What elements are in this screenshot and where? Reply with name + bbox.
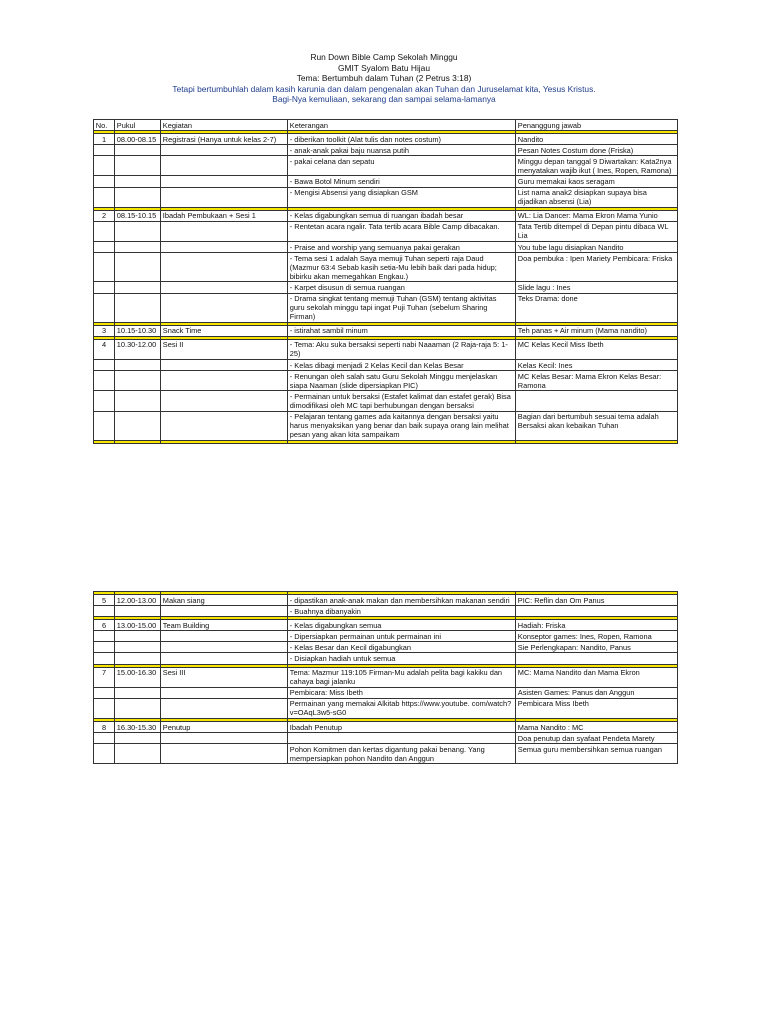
- col-header-no: No.: [94, 120, 115, 131]
- row-number-empty: [94, 293, 115, 322]
- row-time-empty: [115, 282, 161, 293]
- row-number-empty: [94, 221, 115, 241]
- row-penanggung-jawab: Teh panas + Air minum (Mama nandito): [516, 325, 678, 336]
- row-penanggung-jawab: Asisten Games: Panus dan Anggun: [516, 687, 678, 698]
- row-keterangan: - diberikan toolkit (Alat tulis dan notes costum): [288, 134, 516, 145]
- row-number-empty: [94, 744, 115, 764]
- row-time-empty: [115, 606, 161, 617]
- row-time-empty: [115, 687, 161, 698]
- table-row: [94, 653, 678, 664]
- table-row: [94, 187, 678, 207]
- row-penanggung-jawab: Kelas Kecil: Ines: [516, 360, 678, 371]
- row-number-empty: [94, 187, 115, 207]
- row-time-empty: [115, 360, 161, 371]
- row-time: 08.00-08.15: [115, 134, 161, 145]
- row-activity-empty: [161, 411, 288, 440]
- row-keterangan: - Kelas dibagi menjadi 2 Kelas Kecil dan Kelas Besar: [288, 360, 516, 371]
- table-row: [94, 722, 678, 733]
- row-penanggung-jawab: MC: Mama Nandito dan Mama Ekron: [516, 667, 678, 687]
- doc-theme: Tema: Bertumbuh dalam Tuhan (2 Petrus 3:18): [296, 73, 472, 84]
- row-time-empty: [115, 391, 161, 411]
- row-activity-empty: [161, 293, 288, 322]
- row-number-empty: [94, 687, 115, 698]
- row-penanggung-jawab: You tube lagu disiapkan Nandito: [516, 242, 678, 253]
- table-row: [94, 293, 678, 322]
- row-activity-empty: [161, 242, 288, 253]
- row-penanggung-jawab: WL: Lia Dancer: Mama Ekron Mama Yunio: [516, 210, 678, 221]
- row-time-empty: [115, 733, 161, 744]
- row-activity-empty: [161, 156, 288, 176]
- row-time: 10.15-10.30: [115, 325, 161, 336]
- row-number-empty: [94, 360, 115, 371]
- row-penanggung-jawab: PIC: Reflin dan Om Panus: [516, 595, 678, 606]
- row-keterangan: - Tema: Aku suka bersaksi seperti nabi Naaaman (2 Raja-raja 5: 1-25): [288, 339, 516, 359]
- row-penanggung-jawab: Slide lagu : Ines: [516, 282, 678, 293]
- row-penanggung-jawab: Sie Perlengkapan: Nandito, Panus: [516, 642, 678, 653]
- row-keterangan: - Karpet disusun di semua ruangan: [288, 282, 516, 293]
- row-keterangan: Ibadah Penutup: [288, 722, 516, 733]
- table-row: [94, 733, 678, 744]
- row-penanggung-jawab: Pesan Notes Costum done (Friska): [516, 145, 678, 156]
- doc-verse-2: Bagi-Nya kemuliaan, sekarang dan sampai selama-lamanya: [272, 94, 496, 105]
- table-row: [94, 325, 678, 336]
- row-number-empty: [94, 411, 115, 440]
- row-activity-empty: [161, 391, 288, 411]
- doc-church: GMIT Syalom Batu Hijau: [337, 62, 430, 73]
- row-number: 5: [94, 595, 115, 606]
- col-header-pukul: Pukul: [115, 120, 161, 131]
- doc-verse-1: Tetapi bertumbuhlah dalam kasih karunia dan dalam pengenalan akan Tuhan dan Juruselamat kita, Yesus Kristus.: [172, 83, 596, 94]
- row-time-empty: [115, 242, 161, 253]
- row-time-empty: [115, 187, 161, 207]
- row-number-empty: [94, 606, 115, 617]
- row-time-empty: [115, 253, 161, 282]
- row-activity: Makan siang: [161, 595, 288, 606]
- table-row: [94, 371, 678, 391]
- row-penanggung-jawab: [516, 606, 678, 617]
- row-number-empty: [94, 631, 115, 642]
- row-penanggung-jawab: Mama Nandito : MC: [516, 722, 678, 733]
- row-penanggung-jawab: Doa pembuka : Ipen Mariety Pembicara: Friska: [516, 253, 678, 282]
- row-activity: Sesi II: [161, 339, 288, 359]
- table-row: [94, 134, 678, 145]
- row-activity: Registrasi (Hanya untuk kelas 2-7): [161, 134, 288, 145]
- row-keterangan: - Buahnya dibanyakin: [288, 606, 516, 617]
- table-row: [94, 411, 678, 440]
- table-row: [94, 620, 678, 631]
- row-number-empty: [94, 642, 115, 653]
- row-number-empty: [94, 176, 115, 187]
- row-penanggung-jawab: Hadiah: Friska: [516, 620, 678, 631]
- rundown-table-1: [93, 119, 678, 444]
- row-activity-empty: [161, 187, 288, 207]
- row-keterangan: - Rentetan acara ngalir. Tata tertib acara Bible Camp dibacakan.: [288, 221, 516, 241]
- row-keterangan: - anak-anak pakai baju nuansa putih: [288, 145, 516, 156]
- row-time: 10.30-12.00: [115, 339, 161, 359]
- table-row: [94, 606, 678, 617]
- row-time-empty: [115, 145, 161, 156]
- row-activity: Penutup: [161, 722, 288, 733]
- col-header-penanggung-jawab: Penanggung jawab: [516, 120, 678, 131]
- row-activity: Sesi III: [161, 667, 288, 687]
- row-number: 8: [94, 722, 115, 733]
- row-time: 16.30-15.30: [115, 722, 161, 733]
- row-keterangan: - Renungan oleh salah satu Guru Sekolah Minggu menjelaskan siapa Naaman (slide dipersiapkan PIC): [288, 371, 516, 391]
- row-keterangan: - Bawa Botol Minum sendiri: [288, 176, 516, 187]
- table-row: [94, 221, 678, 241]
- row-activity-empty: [161, 653, 288, 664]
- row-keterangan: - Drama singkat tentang memuji Tuhan (GSM) tentang aktivitas guru sekolah minggu tapi ingat Puji Tuhan (sebelum Sharing Firman): [288, 293, 516, 322]
- row-keterangan: - Permainan untuk bersaksi (Estafet kalimat dan estafet gerak) Bisa dimodifikasi oleh MC tapi berhubungan dengan bersaksi: [288, 391, 516, 411]
- row-activity: Team Building: [161, 620, 288, 631]
- row-time-empty: [115, 698, 161, 718]
- row-penanggung-jawab: Semua guru membersihkan semua ruangan: [516, 744, 678, 764]
- document-header: [0, 52, 768, 105]
- row-penanggung-jawab: Doa penutup dan syafaat Pendeta Marety: [516, 733, 678, 744]
- row-penanggung-jawab: Teks Drama: done: [516, 293, 678, 322]
- row-penanggung-jawab: Nandito: [516, 134, 678, 145]
- row-time-empty: [115, 411, 161, 440]
- row-keterangan: [288, 733, 516, 744]
- rundown-table-2: [93, 591, 678, 764]
- row-activity-empty: [161, 176, 288, 187]
- row-penanggung-jawab: Minggu depan tanggal 9 Diwartakan: Kata2nya menyatakan wajib ikut ( Ines, Ropen, Ramona): [516, 156, 678, 176]
- row-number: 7: [94, 667, 115, 687]
- row-time-empty: [115, 631, 161, 642]
- row-keterangan: Tema: Mazmur 119:105 Firman-Mu adalah pelita bagi kakiku dan cahaya bagi jalanku: [288, 667, 516, 687]
- row-penanggung-jawab: Guru memakai kaos seragam: [516, 176, 678, 187]
- row-keterangan: Permainan yang memakai Alkitab https://www.youtube. com/watch?v=OAqL3w5-sG0: [288, 698, 516, 718]
- row-activity-empty: [161, 282, 288, 293]
- table-row: [94, 687, 678, 698]
- row-time: 12.00-13.00: [115, 595, 161, 606]
- table-row: [94, 156, 678, 176]
- row-penanggung-jawab: List nama anak2 disiapkan supaya bisa dijadikan absensi (Lia): [516, 187, 678, 207]
- table-row: [94, 667, 678, 687]
- row-activity-empty: [161, 744, 288, 764]
- row-number-empty: [94, 242, 115, 253]
- row-time-empty: [115, 293, 161, 322]
- table-row: [94, 360, 678, 371]
- row-penanggung-jawab: MC Kelas Besar: Mama Ekron Kelas Besar: Ramona: [516, 371, 678, 391]
- col-header-keterangan: Keterangan: [288, 120, 516, 131]
- row-activity-empty: [161, 371, 288, 391]
- row-time-empty: [115, 653, 161, 664]
- row-activity-empty: [161, 733, 288, 744]
- row-activity: Snack Time: [161, 325, 288, 336]
- table-row: [94, 698, 678, 718]
- row-penanggung-jawab: Bagian dari bertumbuh sesuai tema adalah Bersaksi akan kebaikan Tuhan: [516, 411, 678, 440]
- row-penanggung-jawab: Konseptor games: Ines, Ropen, Ramona: [516, 631, 678, 642]
- row-time-empty: [115, 642, 161, 653]
- row-penanggung-jawab: [516, 391, 678, 411]
- row-time-empty: [115, 744, 161, 764]
- row-time-empty: [115, 176, 161, 187]
- row-number-empty: [94, 653, 115, 664]
- row-keterangan: Pembicara: Miss Ibeth: [288, 687, 516, 698]
- table-header-row: [94, 120, 678, 131]
- row-penanggung-jawab: [516, 653, 678, 664]
- row-keterangan: - Praise and worship yang semuanya pakai gerakan: [288, 242, 516, 253]
- row-activity-empty: [161, 145, 288, 156]
- table-row: [94, 339, 678, 359]
- row-keterangan: - Kelas digabungkan semua: [288, 620, 516, 631]
- table-row: [94, 242, 678, 253]
- row-activity-empty: [161, 642, 288, 653]
- row-number-empty: [94, 156, 115, 176]
- row-keterangan: - Kelas digabungkan semua di ruangan ibadah besar: [288, 210, 516, 221]
- row-number: 1: [94, 134, 115, 145]
- row-number-empty: [94, 282, 115, 293]
- row-keterangan: - dipastikan anak-anak makan dan membersihkan makanan sendiri: [288, 595, 516, 606]
- row-keterangan: - Disiapkan hadiah untuk semua: [288, 653, 516, 664]
- row-penanggung-jawab: Pembicara Miss Ibeth: [516, 698, 678, 718]
- row-keterangan: - istirahat sambil minum: [288, 325, 516, 336]
- row-keterangan: - Tema sesi 1 adalah Saya memuji Tuhan seperti raja Daud (Mazmur 63:4 Sebab kasih setia-Mu lebih baik dari pada hidup; bibirku akan memegahkan Engkau.): [288, 253, 516, 282]
- row-time: 08.15-10.15: [115, 210, 161, 221]
- row-number-empty: [94, 391, 115, 411]
- row-keterangan: - Pelajaran tentang games ada kaitannya dengan bersaksi yaitu harus menyaksikan yang benar dan baik supaya orang lain melihat pesan yang akan kita sampaikam: [288, 411, 516, 440]
- table-row: [94, 210, 678, 221]
- table-row: [94, 631, 678, 642]
- doc-title: Run Down Bible Camp Sekolah Minggu: [310, 52, 458, 62]
- row-time: 13.00-15.00: [115, 620, 161, 631]
- row-number-empty: [94, 733, 115, 744]
- row-number: 2: [94, 210, 115, 221]
- row-activity-empty: [161, 687, 288, 698]
- row-activity-empty: [161, 631, 288, 642]
- table-row: [94, 253, 678, 282]
- row-keterangan: - Kelas Besar dan Kecil digabungkan: [288, 642, 516, 653]
- row-time: 15.00-16.30: [115, 667, 161, 687]
- row-activity-empty: [161, 360, 288, 371]
- row-number: 3: [94, 325, 115, 336]
- row-number-empty: [94, 253, 115, 282]
- table-row: [94, 595, 678, 606]
- row-time-empty: [115, 371, 161, 391]
- row-penanggung-jawab: MC Kelas Kecil Miss Ibeth: [516, 339, 678, 359]
- row-number: 6: [94, 620, 115, 631]
- row-penanggung-jawab: Tata Tertib ditempel di Depan pintu dibaca WL Lia: [516, 221, 678, 241]
- block-separator: [94, 440, 678, 443]
- row-activity-empty: [161, 606, 288, 617]
- col-header-kegiatan: Kegiatan: [161, 120, 288, 131]
- row-number-empty: [94, 371, 115, 391]
- row-number: 4: [94, 339, 115, 359]
- row-time-empty: [115, 221, 161, 241]
- row-keterangan: - Mengisi Absensi yang disiapkan GSM: [288, 187, 516, 207]
- table-row: [94, 176, 678, 187]
- row-time-empty: [115, 156, 161, 176]
- row-number-empty: [94, 145, 115, 156]
- row-activity: Ibadah Pembukaan + Sesi 1: [161, 210, 288, 221]
- row-activity-empty: [161, 253, 288, 282]
- row-activity-empty: [161, 221, 288, 241]
- row-keterangan: - pakai celana dan sepatu: [288, 156, 516, 176]
- row-keterangan: - Dipersiapkan permainan untuk permainan ini: [288, 631, 516, 642]
- table-row: [94, 642, 678, 653]
- table-row: [94, 282, 678, 293]
- table-row: [94, 744, 678, 764]
- row-number-empty: [94, 698, 115, 718]
- row-keterangan: Pohon Komitmen dan kertas digantung pakai benang. Yang mempersiapkan pohon Nandito dan Anggun: [288, 744, 516, 764]
- table-row: [94, 145, 678, 156]
- table-row: [94, 391, 678, 411]
- row-activity-empty: [161, 698, 288, 718]
